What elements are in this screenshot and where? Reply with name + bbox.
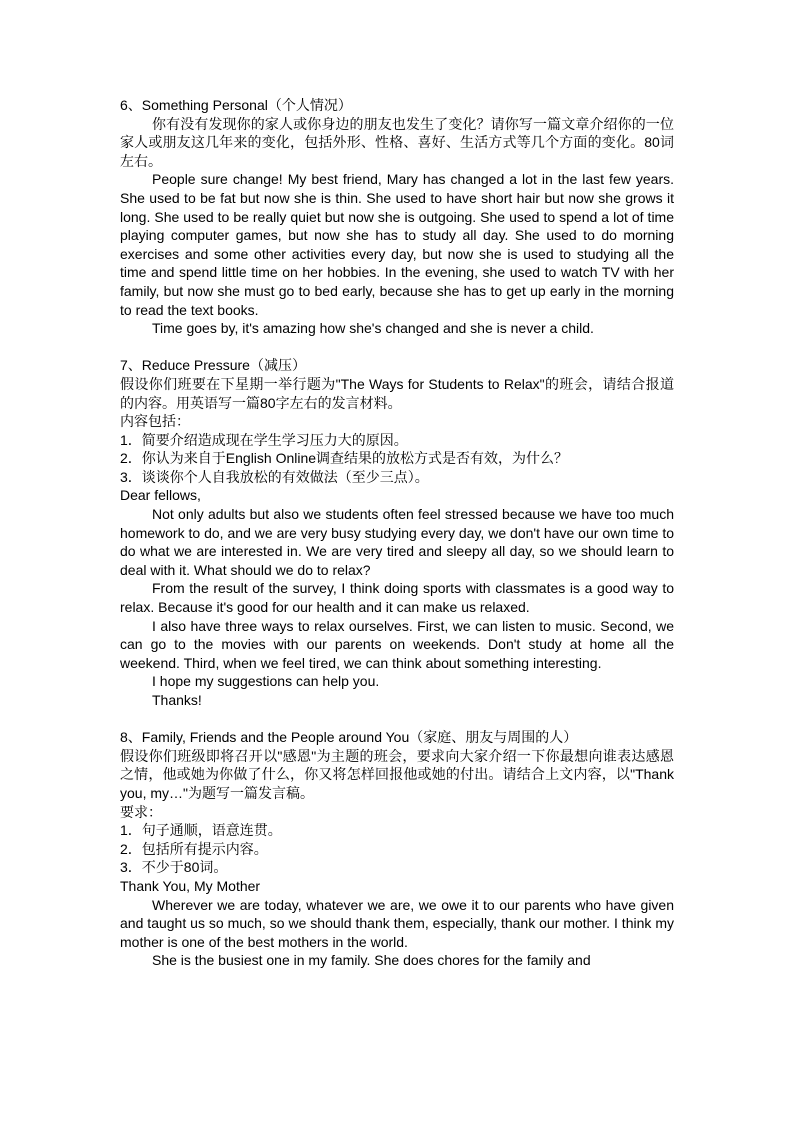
section-6-heading: 6、Something Personal（个人情况） <box>120 97 352 113</box>
section-8-heading: 8、Family, Friends and the People around You（家庭、朋友与周围的人） <box>120 729 578 746</box>
section-7-requirement: 1．简要介绍造成现在学生学习压力大的原因。 <box>120 431 408 448</box>
section-7-requirement: 2．你认为来自于English Online调查结果的放松方式是否有效，为什么？ <box>120 450 569 467</box>
document-page <box>120 96 674 970</box>
section-7-essay-paragraph: From the result of the survey, I think doing sports with classmates is a good way to relax. Because it's good for our health and it can make us relaxed. <box>120 580 674 616</box>
section-7-salutation: Dear fellows, <box>120 487 201 504</box>
section-7-requirements-label: 内容包括： <box>120 413 190 430</box>
section-8-essay-title: Thank You, My Mother <box>120 877 261 894</box>
section-7-essay-paragraph: Not only adults but also we students often feel stressed because we have too much homework to do, and we are very busy studying every day, we don't have our own time to do what we are interested in. We are very tired and sleepy all day, so we should learn to deal with it. What should we do to relax? <box>120 506 674 578</box>
section-7-prompt: 假设你们班要在下星期一举行题为"The Ways for Students to Relax"的班会，请结合报道的内容。用英语写一篇80字左右的发言材料。 <box>120 375 674 411</box>
section-7-heading: 7、Reduce Pressure（减压） <box>120 357 306 374</box>
section-8-requirement: 1．句子通顺，语意连贯。 <box>120 822 282 839</box>
section-gap <box>120 338 674 357</box>
section-7-essay-paragraph: Thanks! <box>152 692 202 708</box>
section-8-requirements-label: 要求： <box>120 803 162 820</box>
section-7-essay-paragraph: I hope my suggestions can help you. <box>152 673 380 690</box>
section-8-requirement: 2．包括所有提示内容。 <box>120 840 268 857</box>
section-6-essay-paragraph: Time goes by, it's amazing how she's changed and she is never a child. <box>152 320 594 337</box>
section-6-prompt: 你有没有发现你的家人或你身边的朋友也发生了变化？请你写一篇文章介绍你的一位家人或朋友这几年来的变化，包括外形、性格、喜好、生活方式等几个方面的变化。80词左右。 <box>120 115 674 169</box>
section-8-essay-paragraph: She is the busiest one in my family. She does chores for the family and <box>152 952 591 969</box>
section-7-essay-paragraph: I also have three ways to relax ourselves. First, we can listen to music. Second, we can go to the movies with our parents on weekends. Don't study at home all the weekend. Third, when we feel tired, we can think about something interesting. <box>120 617 674 671</box>
section-8-requirement: 3．不少于80词。 <box>120 859 228 876</box>
section-8-prompt: 假设你们班级即将召开以"感恩"为主题的班会，要求向大家介绍一下你最想向谁表达感恩之情，他或她为你做了什么，你又将怎样回报他或她的付出。请结合上文内容，以"Thank you, my…"为题写一篇发言稿。 <box>120 747 674 801</box>
section-6-essay-paragraph: People sure change! My best friend, Mary has changed a lot in the last few years. She used to be fat but now she is thin. She used to have short hair but now she grows it long. She used to be really quiet but now she is outgoing. She used to spend a lot of time playing computer games, but now she has to study all day. She used to do morning exercises and some other activities every day, but now she is used to studying all the time and spend little time on her hobbies. In the evening, she used to watch TV with her family, but now she must go to bed early, because she has to get up early in the morning to read the text books. <box>120 171 674 318</box>
section-7-requirement: 3．谈谈你个人自我放松的有效做法（至少三点）。 <box>120 468 429 485</box>
section-gap <box>120 710 674 729</box>
section-8-essay-paragraph: Wherever we are today, whatever we are, we owe it to our parents who have given and taught us so much, so we should thank them, especially, thank our mother. I think my mother is one of the best mothers in the world. <box>120 896 674 950</box>
